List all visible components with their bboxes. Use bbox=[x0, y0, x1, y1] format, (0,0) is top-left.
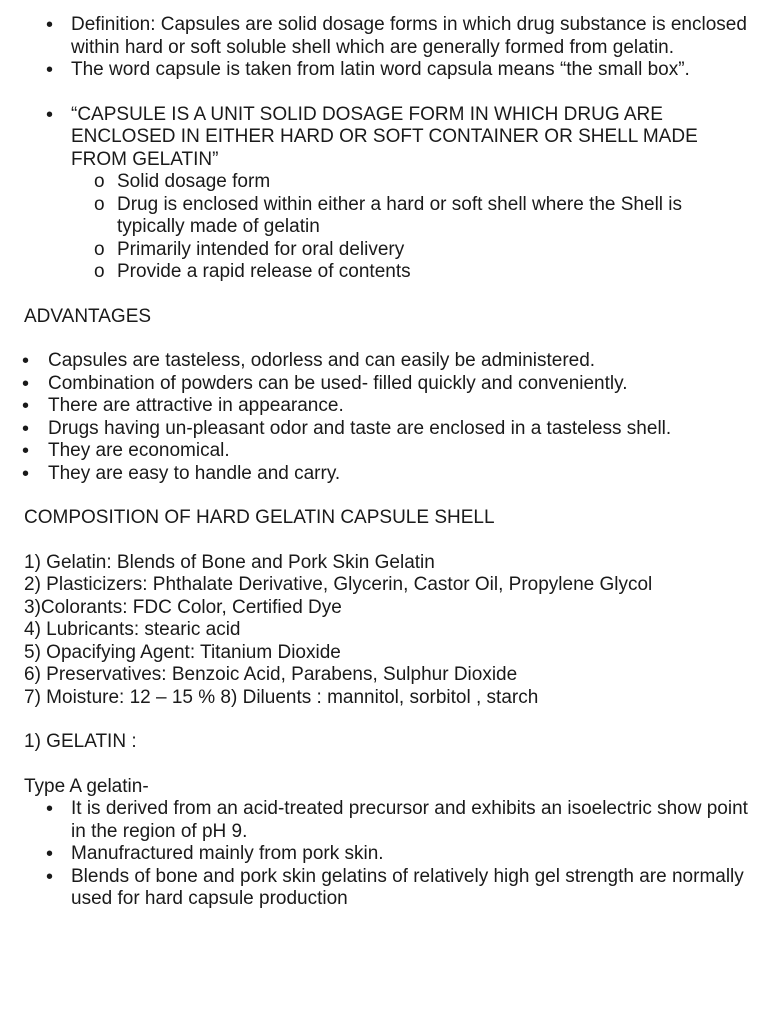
composition-list bbox=[0, 552, 768, 710]
advantage-item: • Combination of powders can be used- filled quickly and conveniently. bbox=[0, 373, 768, 396]
type-a-item: • Blends of bone and pork skin gelatins of relatively high gel strength are normally used for hard capsule production bbox=[0, 866, 768, 911]
spacer bbox=[0, 485, 768, 507]
intro-bullet-etymology: • The word capsule is taken from latin word capsula means “the small box”. bbox=[0, 59, 768, 82]
type-a-item: • It is derived from an acid-treated precursor and exhibits an isoelectric show point in the region of pH 9. bbox=[0, 798, 768, 843]
composition-line: 2) Plasticizers: Phthalate Derivative, Glycerin, Castor Oil, Propylene Glycol bbox=[24, 574, 653, 595]
advantages-list bbox=[0, 350, 768, 485]
spacer bbox=[0, 530, 768, 552]
definition-point: o Drug is enclosed within either a hard or soft shell where the Shell is typically made of gelatin bbox=[0, 194, 768, 239]
definition-point: o Provide a rapid release of contents bbox=[0, 261, 768, 284]
composition-line: 4) Lubricants: stearic acid bbox=[24, 619, 241, 640]
definition-point: o Primarily intended for oral delivery bbox=[0, 239, 768, 262]
composition-heading: COMPOSITION OF HARD GELATIN CAPSULE SHELL bbox=[24, 507, 495, 528]
composition-line: 7) Moisture: 12 – 15 % 8) Diluents : mannitol, sorbitol , starch bbox=[24, 686, 539, 708]
spacer bbox=[0, 709, 768, 731]
type-a-list bbox=[0, 798, 768, 911]
spacer bbox=[0, 284, 768, 306]
definition-points bbox=[0, 171, 768, 284]
composition-line: 5) Opacifying Agent: Titanium Dioxide bbox=[24, 641, 341, 663]
advantage-item: • Capsules are tasteless, odorless and can easily be administered. bbox=[0, 350, 768, 373]
type-a-label: Type A gelatin- bbox=[24, 775, 149, 797]
composition-line: 1) Gelatin: Blends of Bone and Pork Skin Gelatin bbox=[24, 551, 435, 573]
definition-list bbox=[0, 104, 768, 172]
composition-line: 3)Colorants: FDC Color, Certified Dye bbox=[24, 596, 342, 618]
definition-point: o Solid dosage form bbox=[0, 171, 768, 194]
intro-list bbox=[0, 14, 768, 82]
document-page bbox=[0, 14, 768, 911]
advantage-item: • They are easy to handle and carry. bbox=[0, 463, 768, 486]
advantage-item: • There are attractive in appearance. bbox=[0, 395, 768, 418]
spacer bbox=[0, 82, 768, 104]
composition-line: 6) Preservatives: Benzoic Acid, Parabens, Sulphur Dioxide bbox=[24, 664, 518, 685]
advantage-item: • Drugs having un-pleasant odor and taste are enclosed in a tasteless shell. bbox=[0, 418, 768, 441]
type-a-item: • Manufractured mainly from pork skin. bbox=[0, 843, 768, 866]
advantages-heading: ADVANTAGES bbox=[24, 305, 152, 327]
definition-quote: • “CAPSULE IS A UNIT SOLID DOSAGE FORM IN WHICH DRUG ARE ENCLOSED IN EITHER HARD OR SOFT CONTAINER OR SHELL MADE FROM GELATIN” bbox=[0, 104, 768, 172]
gelatin-heading: 1) GELATIN : bbox=[24, 731, 137, 752]
advantage-item: • They are economical. bbox=[0, 440, 768, 463]
spacer bbox=[0, 328, 768, 350]
intro-bullet-definition: • Definition: Capsules are solid dosage forms in which drug substance is enclosed within hard or soft soluble shell which are generally formed from gelatin. bbox=[0, 14, 768, 59]
spacer bbox=[0, 754, 768, 776]
